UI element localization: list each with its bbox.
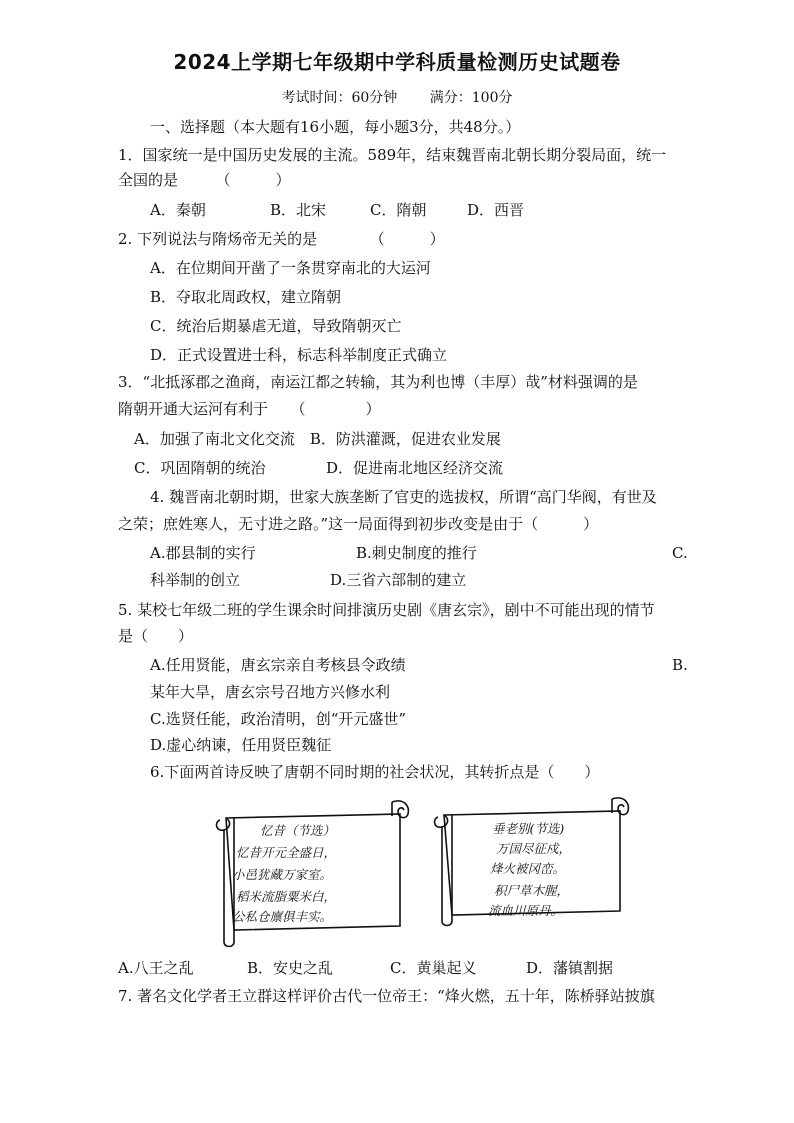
q4-option-d: D.三省六部制的建立	[330, 571, 467, 589]
q3-option-c: C．巩固隋朝的统治	[134, 459, 266, 477]
poem2-line3: 积尸草木腥，	[494, 883, 570, 898]
q5-option-a: A.任用贤能，唐玄宗亲自考核县令政绩	[150, 656, 406, 674]
q6-option-c: C．黄巢起义	[390, 959, 477, 977]
q1-option-b: B．北宋	[270, 201, 327, 219]
q7-stem-line1: 7. 著名文化学者王立群这样评价古代一位帝王：“烽火燃，五十年，陈桥驿站披旗	[118, 987, 655, 1005]
poem1-line4: 公私仓廪俱丰实。	[232, 909, 333, 924]
poem1-title: 忆昔（节选）	[260, 823, 336, 838]
q6-option-d: D．藩镇割据	[526, 959, 614, 977]
poem2-title: 垂老别(节选)	[492, 821, 565, 836]
poem2-line4: 流血川原丹。	[488, 903, 564, 918]
q5-option-c: C.选贤任能，政治清明，创“开元盛世”	[150, 710, 407, 728]
q1-stem-line1: 1．国家统一是中国历史发展的主流。589年，结束魏晋南北朝长期分裂局面，统一	[118, 146, 667, 164]
q3-option-d: D．促进南北地区经济交流	[326, 459, 504, 477]
exam-score: 满分：100分	[429, 90, 513, 106]
poem2-line1: 万国尽征戍，	[496, 841, 572, 856]
poem1-line2: 小邑犹藏万家室。	[232, 867, 333, 882]
q4-stem-line2: 之荣；庶姓寒人，无寸进之路。”这一局面得到初步改变是由于（ ）	[118, 515, 599, 533]
q3-option-ab: A．加强了南北文化交流 B．防洪灌溉，促进农业发展	[134, 430, 501, 448]
q4-stem-line1: 4. 魏晋南北朝时期，世家大族垄断了官吏的选拔权，所谓“高门华阀，有世及	[150, 488, 657, 506]
exam-time: 考试时间：60分钟	[281, 90, 398, 106]
q5-stem-line2: 是（ ）	[118, 627, 194, 645]
q6-option-b: B．安史之乱	[247, 959, 334, 977]
q4-option-c-label: C.	[672, 544, 688, 562]
q1-option-d: D．西晋	[467, 201, 525, 219]
q5-option-b-label: B.	[672, 656, 688, 674]
q2-option-a: A．在位期间开凿了一条贯穿南北的大运河	[150, 259, 431, 277]
q1-stem-line2: 全国的是 （ ）	[118, 171, 291, 189]
section-heading: 一、选择题（本大题有16小题，每小题3分，共48分。）	[150, 118, 521, 136]
q5-option-d: D.虚心纳谏，任用贤臣魏征	[150, 736, 332, 754]
exam-title: 2024上学期七年级期中学科质量检测历史试题卷	[173, 50, 621, 74]
exam-meta	[0, 88, 794, 108]
q3-stem-line1: 3．“北抵涿郡之渔商，南运江都之转输，其为利也博（丰厚）哉”材料强调的是	[118, 373, 638, 391]
q4-option-c-text: 科举制的创立	[150, 571, 241, 589]
q5-option-b-text: 某年大旱，唐玄宗号召地方兴修水利	[150, 683, 391, 701]
q5-stem-line1: 5. 某校七年级二班的学生课余时间排演历史剧《唐玄宗》，剧中不可能出现的情节	[118, 601, 655, 619]
poem1-line1: 忆昔开元全盛日，	[236, 845, 337, 860]
q3-stem-line2: 隋朝开通大运河有利于 （ ）	[118, 400, 381, 418]
q6-stem: 6.下面两首诗反映了唐朝不同时期的社会状况，其转折点是（ ）	[150, 763, 600, 781]
q2-option-b: B．夺取北周政权，建立隋朝	[150, 288, 342, 306]
q2-stem: 2. 下列说法与隋炀帝无关的是 （ ）	[118, 230, 445, 248]
poem1-line3: 稻米流脂粟米白，	[236, 889, 337, 904]
q6-option-a: A.八王之乱	[118, 959, 194, 977]
q2-option-c: C．统治后期暴虐无道，导致隋朝灭亡	[150, 317, 402, 335]
q1-option-c: C．隋朝	[370, 201, 427, 219]
q2-option-d: D．正式设置进士科，标志科举制度正式确立	[150, 346, 448, 364]
q1-option-a: A．秦朝	[150, 201, 206, 219]
q4-option-b: B.刺史制度的推行	[356, 544, 477, 562]
poem2-line2: 烽火被冈峦。	[490, 861, 566, 876]
q4-option-a: A.郡县制的实行	[150, 544, 256, 562]
